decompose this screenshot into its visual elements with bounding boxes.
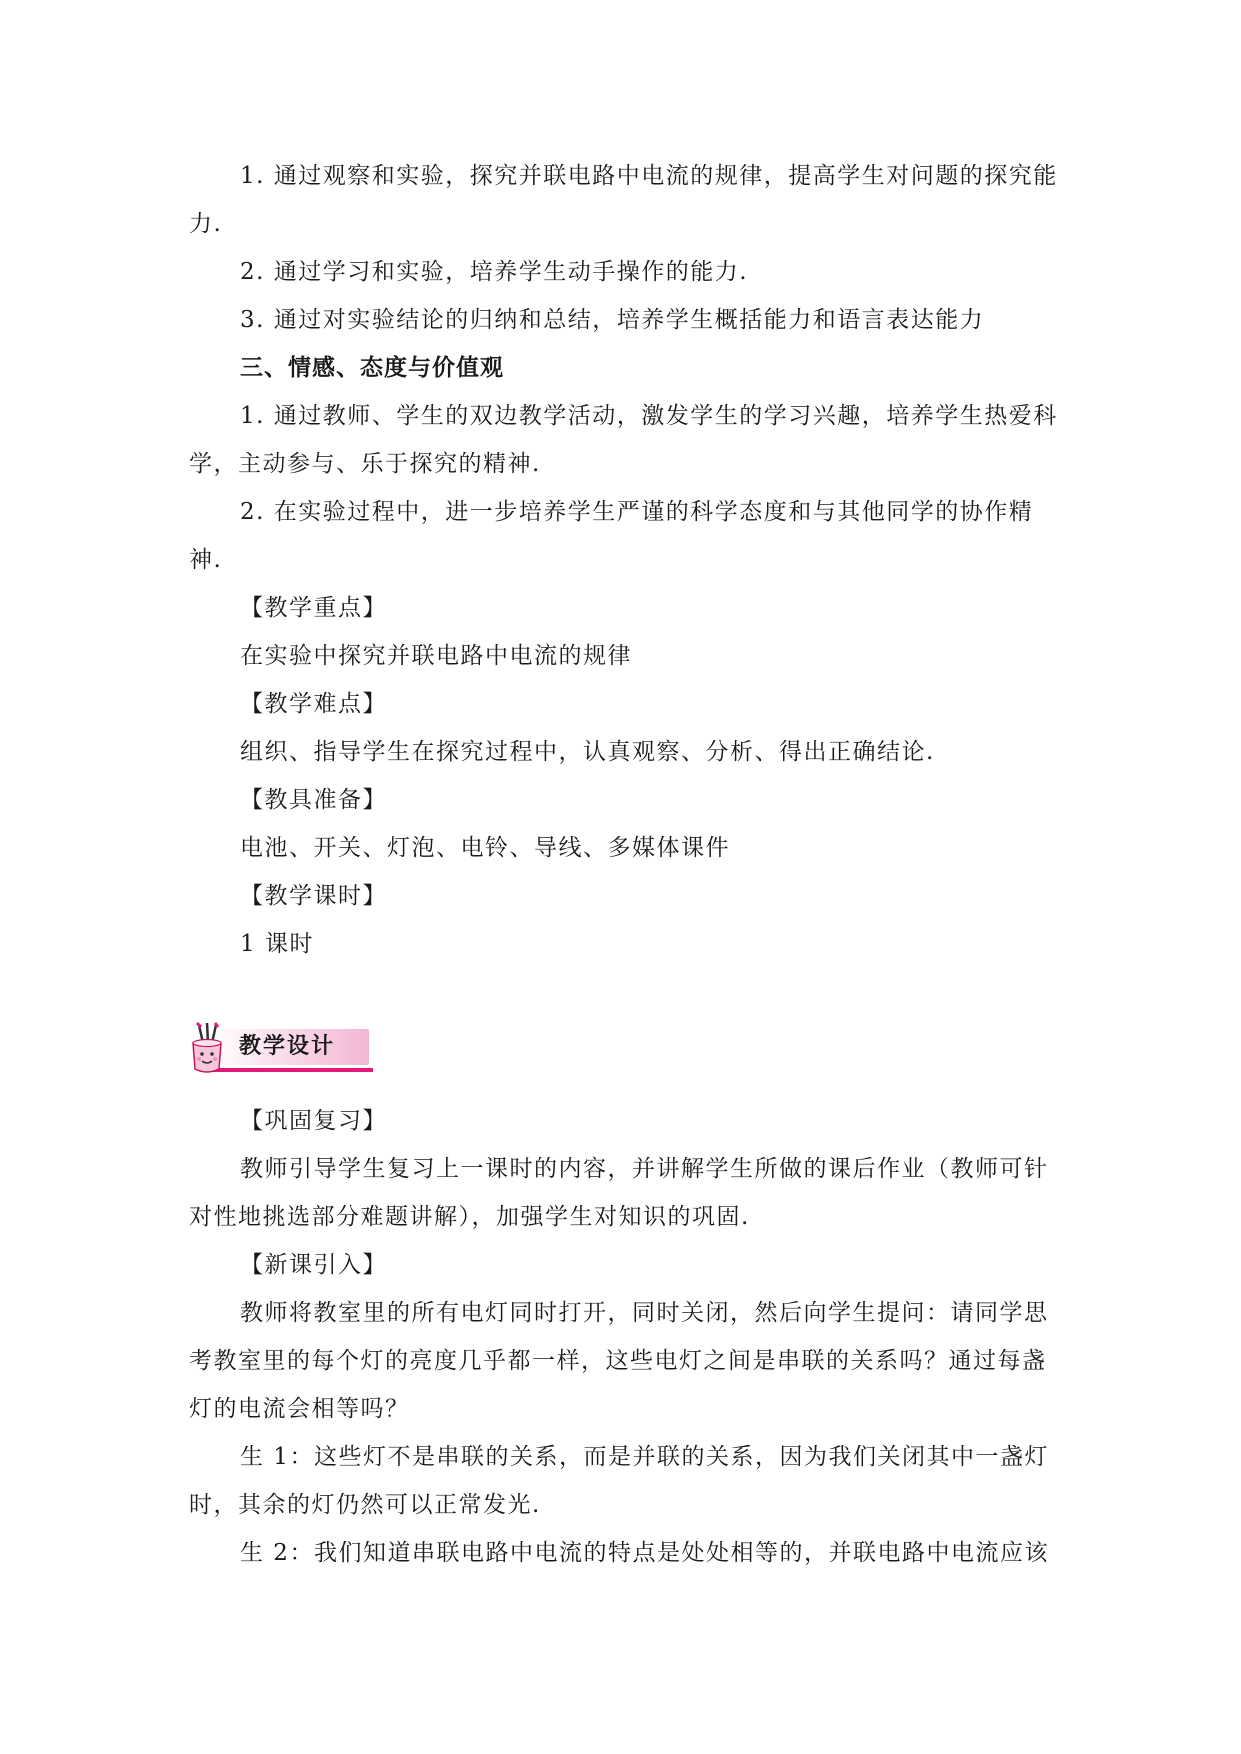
periods-label: 【教学课时】 bbox=[240, 883, 387, 909]
objectives-section bbox=[189, 152, 1059, 968]
objective-paragraph-3: 3. 通过对实验结论的归纳和总结，培养学生概括能力和语言表达能力 bbox=[240, 307, 985, 333]
equipment-label: 【教具准备】 bbox=[240, 787, 387, 813]
banner-title: 教学设计 bbox=[239, 1034, 336, 1059]
emotion-paragraph-2: 2. 在实验过程中，进一步培养学生严谨的科学态度和与其他同学的协作精神. bbox=[189, 499, 1034, 573]
objective-paragraph-2: 2. 通过学习和实验，培养学生动手操作的能力. bbox=[240, 259, 749, 285]
periods-text: 1 课时 bbox=[240, 931, 314, 957]
equipment-text: 电池、开关、灯泡、电铃、导线、多媒体课件 bbox=[240, 835, 730, 861]
key-points-label: 【教学重点】 bbox=[240, 595, 387, 621]
banner-underline bbox=[207, 1068, 373, 1072]
teaching-design-banner bbox=[187, 1021, 373, 1079]
review-text: 教师引导学生复习上一课时的内容，并讲解学生所做的课后作业（教师可针对性地挑选部分难题讲解），加强学生对知识的巩固. bbox=[189, 1156, 1049, 1230]
intro-text: 教师将教室里的所有电灯同时打开，同时关闭，然后向学生提问：请同学思考教室里的每个灯的亮度几乎都一样，这些电灯之间是串联的关系吗？通过每盏灯的电流会相等吗？ bbox=[189, 1300, 1049, 1422]
key-points-text: 在实验中探究并联电路中电流的规律 bbox=[240, 643, 632, 669]
difficulties-label: 【教学难点】 bbox=[240, 691, 387, 717]
difficulties-text: 组织、指导学生在探究过程中，认真观察、分析、得出正确结论. bbox=[240, 739, 935, 765]
section-heading-emotion: 三、情感、态度与价值观 bbox=[240, 355, 504, 381]
pencil-cup-icon bbox=[187, 1021, 231, 1075]
emotion-paragraph-1: 1. 通过教师、学生的双边教学活动，激发学生的学习兴趣，培养学生热爱科学，主动参与、乐于探究的精神. bbox=[189, 403, 1058, 477]
objective-paragraph-1: 1. 通过观察和实验，探究并联电路中电流的规律，提高学生对问题的探究能力. bbox=[189, 163, 1058, 237]
teaching-design-section bbox=[189, 1097, 1059, 1577]
student-answer-2: 生 2：我们知道串联电路中电流的特点是处处相等的，并联电路中电流应该 bbox=[240, 1540, 1049, 1566]
student-answer-1: 生 1：这些灯不是串联的关系，而是并联的关系，因为我们关闭其中一盏灯时，其余的灯仍然可以正常发光. bbox=[189, 1444, 1049, 1518]
review-label: 【巩固复习】 bbox=[240, 1108, 387, 1134]
intro-label: 【新课引入】 bbox=[240, 1252, 387, 1278]
